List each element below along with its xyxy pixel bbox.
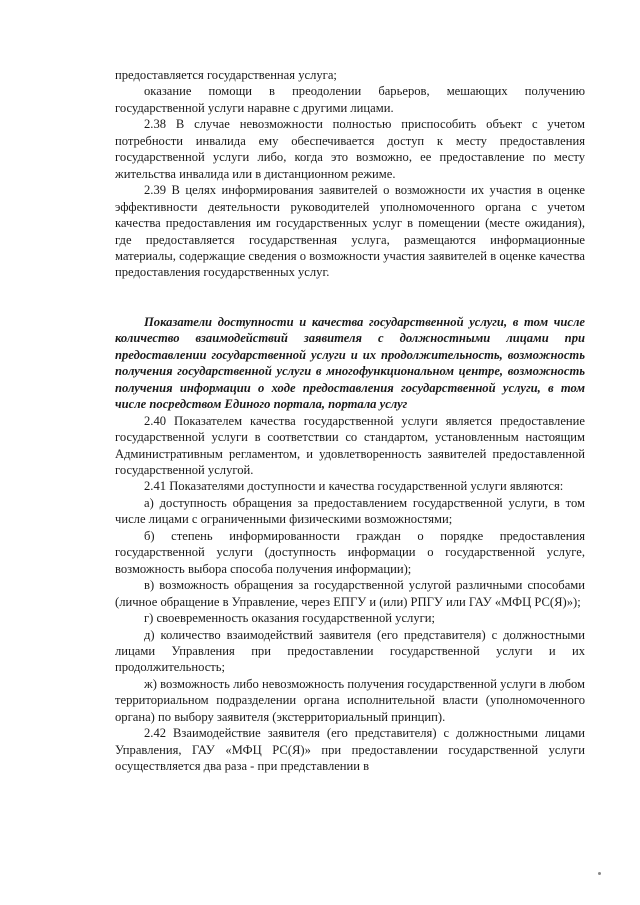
list-item-d: д) количество взаимодействий заявителя (его представителя) с должностными лицами Управления при предоставлении государственной услуги и их продолжительность; bbox=[115, 627, 585, 675]
list-item-v: в) возможность обращения за государственной услугой различными способами (личное обращение в Управление, через ЕПГУ и (или) РПГУ или ГАУ «МФЦ РС(Я)»); bbox=[115, 578, 585, 609]
paragraph-2-39: 2.39 В целях информирования заявителей о возможности их участия в оценке эффективности деятельности руководителей уполномоченного органа с учетом качества предоставления им государственных услуг в помещении (месте ожидания), где предоставляется государственная услуга, размещаются информационные материалы, содержащие сведения о возможности участия заявителей в оценке качества предоставления государственных услуг. bbox=[115, 183, 585, 280]
paragraph-2-42: 2.42 Взаимодействие заявителя (его представителя) с должностными лицами Управления, ГАУ «МФЦ РС(Я)» при предоставлении государственной услуги осуществляется два раза - при представлении в bbox=[115, 726, 585, 774]
paragraph-2-38: 2.38 В случае невозможности полностью приспособить объект с учетом потребности инвалида ему обеспечивается доступ к месту предоставления государственной услуги либо, когда это возможно, ее предоставление по месту жительства инвалида или в дистанционном режиме. bbox=[115, 117, 585, 181]
paragraphs-bottom bbox=[115, 413, 585, 775]
list-item-a: а) доступность обращения за предоставлением государственной услуги, в том числе лицами с ограниченными физическими возможностями; bbox=[115, 495, 585, 527]
document-body bbox=[115, 67, 585, 775]
paragraph: оказание помощи в преодолении барьеров, мешающих получению государственной услуги наравне с другими лицами. bbox=[115, 84, 585, 115]
paragraph-2-41: 2.41 Показателями доступности и качества государственной услуги являются: bbox=[144, 479, 564, 494]
list-item-b: б) степень информированности граждан о порядке предоставления государственной услуги (доступность информации о государственной услуге, возможность выбора способа получения информации); bbox=[115, 528, 585, 576]
paragraph-2-40: 2.40 Показателем качества государственной услуги является предоставление государственной услуги в соответствии со стандартом, установленным настоящим Административным регламентом, и удовлетворенность заявителей предоставленной государственной услугой. bbox=[115, 413, 585, 477]
paragraphs-top bbox=[115, 67, 585, 281]
list-item-g: г) своевременность оказания государственной услуги; bbox=[144, 611, 436, 626]
list-item-zh: ж) возможность либо невозможность получения государственной услуги в любом территориальном подразделении органа исполнительной власти (уполномоченного органа) по выбору заявителя (экстерриториальный принцип). bbox=[115, 676, 585, 724]
section-heading: Показатели доступности и качества государственной услуги, в том числе количество взаимодействий заявителя с должностными лицами при предоставлении государственной услуги и их продолжительность, возможность получения государственной услуги в многофункциональном центре, возможность получения информации о ходе предоставления государственной услуги, в том числе посредством Единого портала, портала услуг bbox=[115, 314, 585, 412]
section-spacer bbox=[115, 281, 585, 314]
scan-speck bbox=[598, 872, 601, 875]
paragraph: предоставляется государственная услуга; bbox=[115, 68, 337, 82]
